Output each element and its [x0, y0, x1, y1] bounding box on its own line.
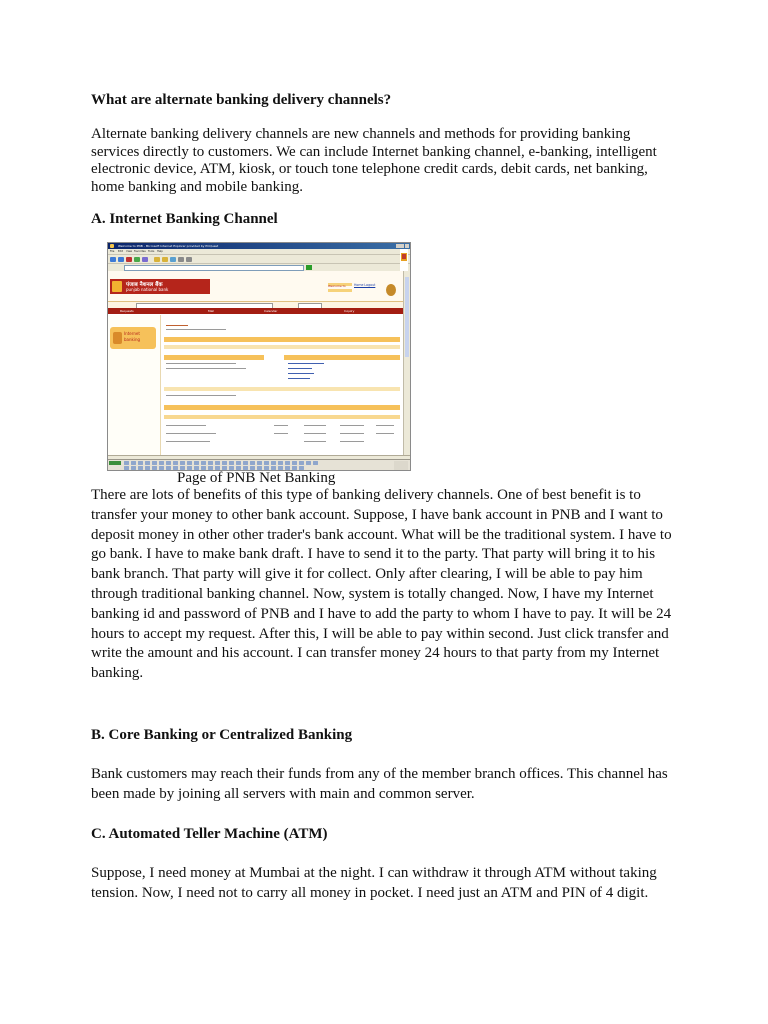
pnb-content-area	[164, 315, 400, 455]
home-icon	[142, 257, 148, 262]
back-icon	[110, 257, 116, 262]
section-a-paragraph: There are lots of benefits of this type of banking delivery channels. One of best benefit is to transfer your money to other bank account. Suppose, I have bank account in PNB and I want to deposit money in other other trader's bank account. What will be the traditional system. I have to go bank. I have to make bank draft. I have to send it to the party. That party will bring it to his bank branch. That party will give it for collect. Only after clearing, I will be able to pay him through traditional banking channel. Now, system is totally changed. Now, I have my Internet banking id and password of PNB and I have to add the party to whom I have to pay. It will be 24 hours to accept my request. After this, I will be able to pay within second. Just click transfer and write the amount and his account. I can transfer money 24 hours to that party from my Internet banking.	[91, 487, 672, 682]
history-icon	[170, 257, 176, 262]
nav-tab-requests: Requests	[120, 309, 134, 313]
section-a-heading: A. Internet Banking Channel	[91, 211, 278, 227]
menu-file: File	[110, 250, 115, 253]
menu-tools: Tools	[148, 250, 155, 253]
menu-help: Help	[157, 250, 163, 253]
menu-view: View	[126, 250, 133, 253]
start-button	[109, 461, 121, 465]
internet-banking-badge: Internet banking	[110, 327, 156, 349]
ie-browser-icon	[110, 244, 114, 248]
nav-tab-mail: Mail	[208, 309, 215, 313]
nav-tab-calendar: Calendar	[264, 309, 278, 313]
forward-icon	[118, 257, 124, 262]
pnb-name-english: punjab national bank	[126, 287, 169, 292]
stop-icon	[126, 257, 132, 262]
figure-caption: Page of PNB Net Banking	[177, 470, 336, 486]
menu-edit: Edit	[118, 250, 124, 253]
mail-icon	[178, 257, 184, 262]
pnb-header-links: Home Logout	[354, 283, 376, 287]
window-controls	[395, 244, 409, 248]
taskbar-clock	[394, 461, 408, 470]
print-icon	[186, 257, 192, 262]
content-section-bar	[164, 337, 400, 342]
go-button	[306, 265, 312, 270]
pnb-medal-icon	[386, 284, 396, 296]
search-icon	[154, 257, 160, 262]
windows-flag-logo	[400, 249, 408, 271]
pnb-welcome-label: Welcome to	[328, 284, 346, 288]
menu-favorites: Favorites	[134, 250, 146, 253]
favorites-icon	[162, 257, 168, 262]
pnb-nav-bar	[108, 308, 404, 314]
pnb-logo	[110, 279, 210, 294]
intro-paragraph: Alternate banking delivery channels are new channels and methods for providing banking services directly to customers. We can include Internet banking channel, e-banking, intelligent electronic device, ATM, kiosk, or touch tone telephone credit cards, debit cards, net banking, home banking and mobile banking.	[91, 126, 657, 195]
section-b-heading: B. Core Banking or Centralized Banking	[91, 727, 353, 743]
section-b-paragraph: Bank customers may reach their funds from any of the member branch offices. This channel has been made by joining all servers with main and common server.	[91, 766, 668, 802]
pnb-left-panel	[108, 315, 161, 455]
pnb-emblem-icon	[112, 281, 122, 292]
browser-scrollbar	[403, 271, 410, 455]
browser-window-title: Welcome to PNB - Microsoft Internet Explorer provided by PCQuest	[118, 244, 219, 248]
pnb-net-banking-screenshot	[107, 242, 411, 471]
section-c-paragraph: Suppose, I need money at Mumbai at the night. I can withdraw it through ATM without taking tension. Now, I need not to carry all money in pocket. I need just an ATM and PIN of 4 digit.	[91, 865, 657, 901]
section-c-heading: C. Automated Teller Machine (ATM)	[91, 826, 328, 842]
browser-toolbar	[108, 255, 410, 264]
refresh-icon	[134, 257, 140, 262]
pnb-site-header	[108, 271, 404, 301]
nav-tab-inquiry: Inquiry	[344, 309, 355, 313]
main-heading: What are alternate banking delivery channels?	[91, 92, 392, 108]
customer-id-bar	[108, 301, 404, 308]
pnb-name-hindi: पंजाब नैशनल बैंक	[126, 282, 163, 288]
